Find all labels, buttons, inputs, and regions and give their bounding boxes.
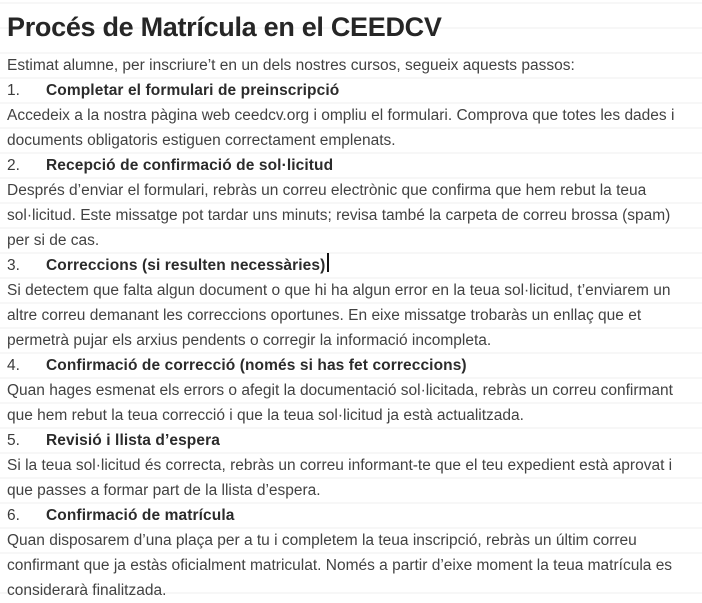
step-title: Confirmació de matrícula xyxy=(46,507,235,524)
step-title: Correccions (si resulten necessàries) xyxy=(46,257,326,274)
step-heading[interactable] xyxy=(7,78,688,103)
step-heading[interactable] xyxy=(7,503,688,528)
step-heading[interactable] xyxy=(7,153,688,178)
step-title: Recepció de confirmació de sol·licitud xyxy=(46,157,334,174)
page-title[interactable]: Procés de Matrícula en el CEEDCV xyxy=(7,12,442,42)
step-item xyxy=(7,153,688,253)
step-title: Revisió i llista d’espera xyxy=(46,432,220,449)
intro-paragraph[interactable]: Estimat alumne, per inscriure’t en un dels nostres cursos, segueix aquests passos: xyxy=(7,57,575,74)
step-number: 3. xyxy=(7,257,20,274)
step-item xyxy=(7,428,688,503)
step-number: 1. xyxy=(7,82,20,99)
step-body[interactable]: Accedeix a la nostra pàgina web ceedcv.org i ompliu el formulari. Comprova que totes les dades i documents obligatoris estiguen correctament emplenats. xyxy=(7,107,675,149)
step-heading[interactable] xyxy=(7,253,688,278)
step-number: 4. xyxy=(7,357,20,374)
step-item xyxy=(7,78,688,153)
step-body[interactable]: Després d’enviar el formulari, rebràs un correu electrònic que confirma que hem rebut la teua sol·licitud. Este missatge pot tardar uns minuts; revisa també la carpeta de correu brossa (spam) per si de cas. xyxy=(7,182,671,249)
step-item xyxy=(7,253,688,353)
step-body[interactable]: Si la teua sol·licitud és correcta, rebràs un correu informant-te que el teu expedient està aprovat i que passes a formar part de la llista d’espera. xyxy=(7,457,673,499)
step-heading[interactable] xyxy=(7,428,688,453)
step-title: Confirmació de correcció (només si has fet correccions) xyxy=(46,357,467,374)
step-number: 2. xyxy=(7,157,20,174)
step-item xyxy=(7,353,688,428)
step-body[interactable]: Si detectem que falta algun document o que hi ha algun error en la teua sol·licitud, t’enviarem un altre correu demanant les correccions oportunes. En eixe missatge trobaràs un enllaç que et permetrà pujar els arxius pendents o corregir la informació incompleta. xyxy=(7,282,671,349)
step-number: 6. xyxy=(7,507,20,524)
step-heading[interactable] xyxy=(7,353,688,378)
step-title: Completar el formulari de preinscripció xyxy=(46,82,340,99)
step-body[interactable]: Quan hages esmenat els errors o afegit la documentació sol·licitada, rebràs un correu confirmant que hem rebut la teua correcció i que la teua sol·licitud ja està actualitzada. xyxy=(7,382,673,424)
step-body[interactable]: Quan disposarem d’una plaça per a tu i completem la teua inscripció, rebràs un últim correu confirmant que ja estàs oficialment matriculat. Només a partir d’eixe moment la teua matrícula es considerarà finalitzada. xyxy=(7,532,673,599)
text-caret xyxy=(327,253,329,272)
step-item xyxy=(7,503,688,603)
step-number: 5. xyxy=(7,432,20,449)
